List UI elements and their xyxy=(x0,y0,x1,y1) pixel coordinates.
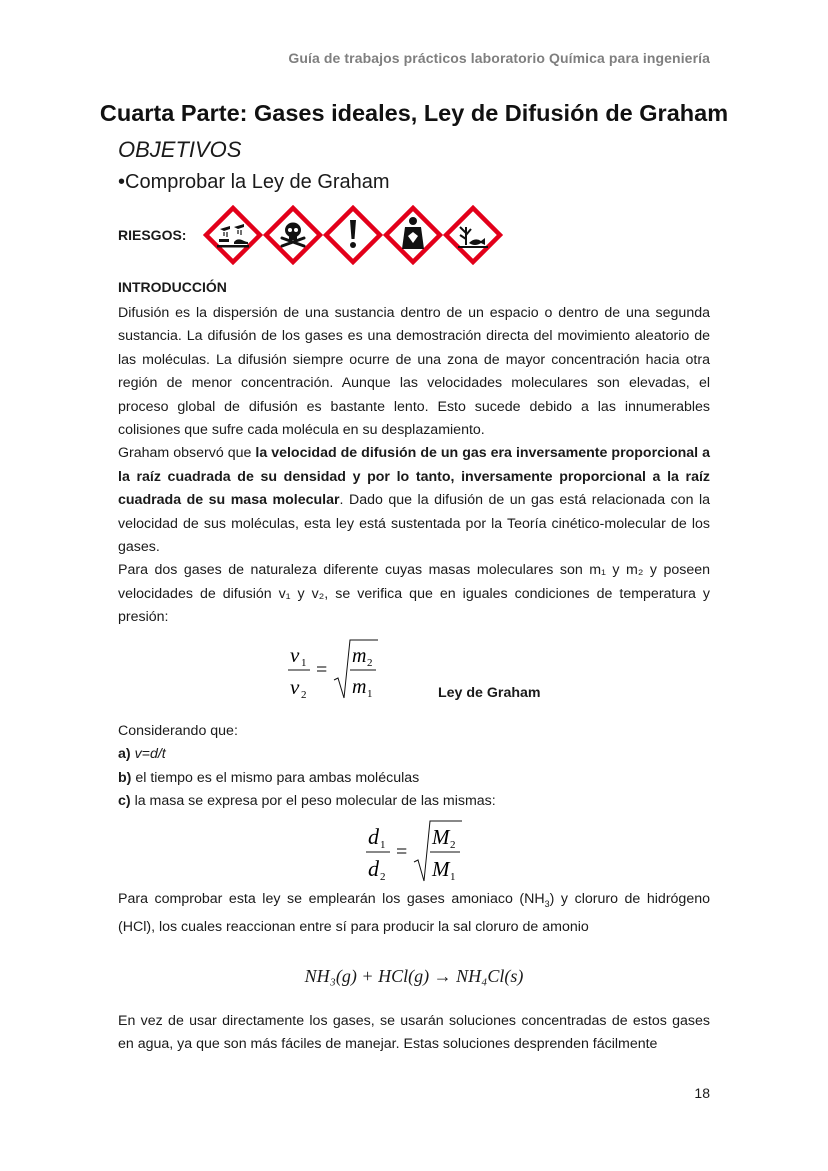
eq1-rden: m xyxy=(352,676,367,698)
page-title: Cuarta Parte: Gases ideales, Ley de Difusión de Graham xyxy=(99,100,729,126)
eq2-rden: M xyxy=(432,857,450,881)
reaction-equation: NH₃(g) + HCl(g) → NH₄Cl(s) xyxy=(304,966,524,986)
corrosive-icon xyxy=(203,205,263,265)
eq1-den: v xyxy=(290,675,300,699)
eq2-rden-sub: 1 xyxy=(450,871,456,883)
objective-item: •Comprobar la Ley de Graham xyxy=(118,171,390,193)
objectives-heading: OBJETIVOS xyxy=(118,137,242,162)
exclamation-icon xyxy=(323,205,383,265)
intro-body xyxy=(118,302,710,630)
eq1-num-sub: 1 xyxy=(301,657,307,669)
intro-paragraph-2 xyxy=(118,442,710,559)
final-paragraph: En vez de usar directamente los gases, se usarán soluciones concentradas de estos gases en agua, ya que son más fáciles de manejar. Estas soluciones desprenden fácilmente xyxy=(118,1013,710,1053)
eq1-rden-sub: 1 xyxy=(367,688,373,700)
intro-heading: INTRODUCCIÓN xyxy=(118,279,227,295)
eq2-den: d xyxy=(368,856,379,881)
graham-law-label: Ley de Graham xyxy=(438,685,541,701)
gases-paragraph: Para comprobar esta ley se emplearán los gases amoniaco $(NH_3)$ y cloruro de hidrógeno (HCl), los cuales reaccionan entre sí para producir la sal cloruro de amonio xyxy=(118,891,710,936)
eq2-num: d xyxy=(368,824,379,849)
eq1-num: v xyxy=(290,643,300,667)
eq1-rnum: m xyxy=(352,645,367,667)
hazard-pictograms xyxy=(203,205,503,267)
consider-item-b: b) el tiempo es el mismo para ambas moléculas xyxy=(118,769,420,786)
graham-equation xyxy=(286,638,396,700)
graham-statement: la velocidad de difusión de un gas era inversamente proporcional a la raíz cuadrada de su densidad y por lo tanto, inversamente proporcional a la raíz cuadrada de su masa molecular xyxy=(118,445,710,509)
consider-item-c: c) la masa se expresa por el peso molecular de las mismas: xyxy=(118,793,496,810)
running-header: Guía de trabajos prácticos laboratorio Química para ingeniería xyxy=(288,50,710,66)
eq1-rnum-sub: 2 xyxy=(367,657,373,669)
eq2-num-sub: 1 xyxy=(380,839,386,851)
risks-label: RIESGOS: xyxy=(118,227,187,243)
eq2-rnum-sub: 2 xyxy=(450,839,456,851)
eq2-den-sub: 2 xyxy=(380,871,386,883)
health-hazard-icon xyxy=(383,205,443,265)
intro-paragraph-1: Difusión es la dispersión de una sustancia dentro de un espacio o dentro de una segunda sustancia. La difusión de los gases es una demostración directa del movimiento aleatorio de las moléculas. La difusión siempre ocurre de una zona de mayor concentración hacia otra región de menor concentración. Aunque las velocidades moleculares son elevadas, el proceso global de difusión es bastante lento. Esto sucede debido a las innumerables colisiones que sufre cada molécula en su desplazamiento. xyxy=(118,305,710,439)
page-number: 18 xyxy=(694,1085,710,1101)
eq1-equals: = xyxy=(316,659,328,681)
consider-item-a: a) v=d/t xyxy=(118,746,166,763)
environment-icon xyxy=(443,205,503,265)
eq1-den-sub: 2 xyxy=(301,689,307,700)
intro-paragraph-3: Para dos gases de naturaleza diferente cuyas masas moleculares son m₁ y m₂ y poseen velocidades de difusión v₁ y v₂, se verifica que en iguales condiciones de temperatura y presión: xyxy=(118,562,710,626)
eq2-equals: = xyxy=(396,841,408,863)
p2-end: . Dado que la difusión de un gas está relacionada con la velocidad de sus moléculas, esta ley está sustentada por la Teoría cinético-molecular de los gases. xyxy=(118,492,711,556)
eq2-rnum: M xyxy=(432,825,450,849)
considering-list xyxy=(118,720,710,814)
considering-intro: Considerando que: xyxy=(118,723,238,739)
toxic-skull-icon xyxy=(263,205,323,265)
distance-equation xyxy=(364,818,474,884)
p2-start: Graham observó que xyxy=(118,445,256,462)
